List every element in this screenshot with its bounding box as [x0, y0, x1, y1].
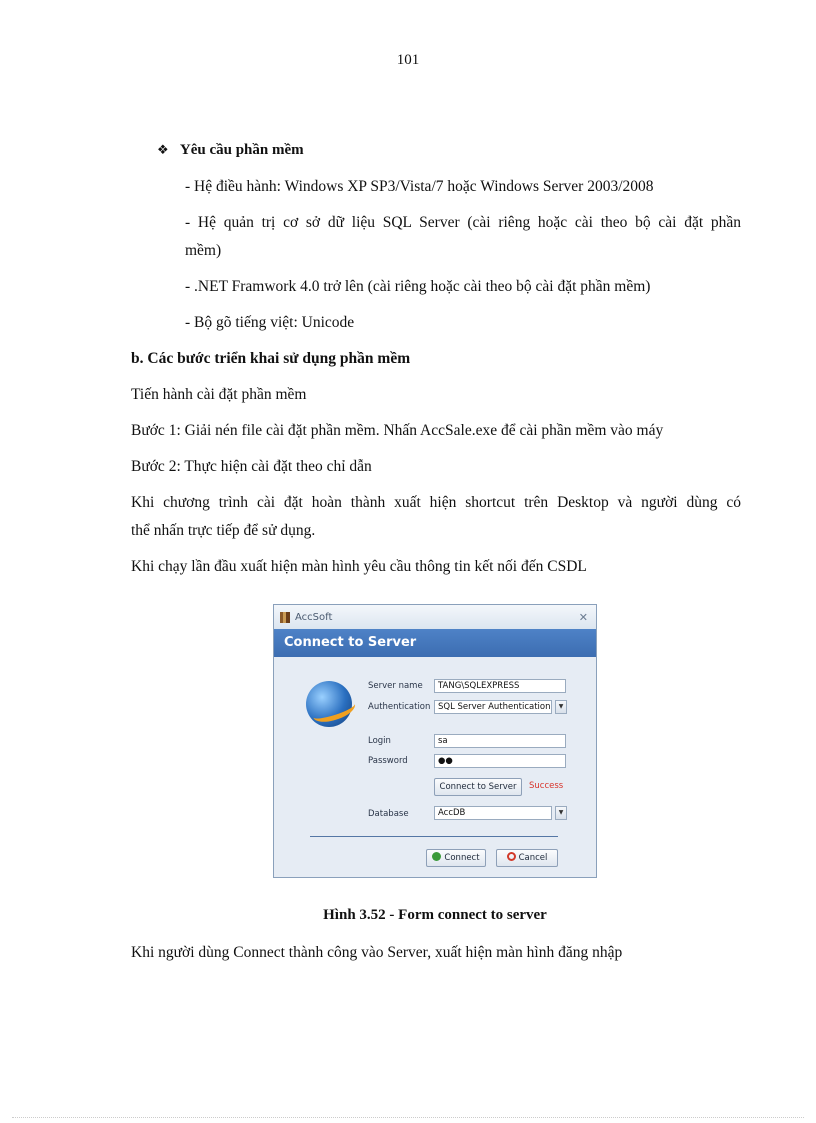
server-name-input[interactable]: TANG\SQLEXPRESS [434, 679, 566, 693]
section-b-heading: b. Các bước triển khai sử dụng phần mềm [131, 350, 411, 367]
password-input[interactable]: ●● [434, 754, 566, 768]
ok-icon [432, 852, 441, 861]
closing-line: Khi người dùng Connect thành công vào Server, xuất hiện màn hình đăng nhập [131, 944, 623, 961]
close-icon[interactable]: ✕ [578, 610, 588, 624]
password-label: Password [368, 756, 408, 766]
requirement-os: - Hệ điều hành: Windows XP SP3/Vista/7 hoặc Windows Server 2003/2008 [185, 178, 654, 195]
connect-button[interactable] [426, 849, 486, 867]
connection-status: Success [529, 781, 564, 791]
requirement-dotnet: - .NET Framwork 4.0 trở lên (cài riêng hoặc cài theo bộ cài đặt phần mềm) [185, 278, 651, 295]
login-label: Login [368, 736, 391, 746]
dialog-separator [310, 836, 558, 837]
page-number: 101 [396, 52, 420, 68]
install-complete-line-cont: thể nhấn trực tiếp để sử dụng. [131, 522, 316, 539]
requirements-heading-text: Yêu cầu phần mềm [179, 142, 304, 158]
database-dropdown-icon[interactable]: ▼ [555, 806, 567, 820]
connect-to-server-button[interactable]: Connect to Server [434, 778, 522, 796]
authentication-label: Authentication [368, 702, 431, 712]
install-step-1: Bước 1: Giải nén file cài đặt phần mềm. Nhấn AccSale.exe để cài phần mềm vào máy [131, 422, 664, 439]
authentication-dropdown-icon[interactable]: ▼ [555, 700, 567, 714]
footer-rule [12, 1117, 804, 1118]
app-icon [280, 612, 290, 623]
dialog-header: Connect to Server [274, 629, 596, 657]
dialog-window-title: AccSoft [295, 611, 333, 623]
install-intro: Tiến hành cài đặt phần mềm [131, 386, 307, 403]
first-run-line: Khi chạy lần đầu xuất hiện màn hình yêu cầu thông tin kết nối đến CSDL [131, 558, 587, 575]
cancel-button[interactable] [496, 849, 558, 867]
database-label: Database [368, 809, 409, 819]
login-input[interactable]: sa [434, 734, 566, 748]
requirement-vietnamese-input: - Bộ gõ tiếng việt: Unicode [185, 314, 355, 331]
diamond-bullet-icon: ❖ [157, 142, 169, 157]
cancel-button-label: Cancel [518, 853, 548, 863]
cancel-icon [507, 852, 516, 861]
install-step-2: Bước 2: Thực hiện cài đặt theo chỉ dẫn [131, 458, 372, 475]
connect-button-label: Connect [444, 853, 480, 863]
figure-caption: Hình 3.52 - Form connect to server [323, 907, 547, 923]
requirement-sql-server: - Hệ quản trị cơ sở dữ liệu SQL Server (cài riêng hoặc cài theo bộ cài đặt phần [185, 214, 741, 231]
install-complete-line: Khi chương trình cài đặt hoàn thành xuất hiện shortcut trên Desktop và người dùng có [131, 494, 741, 511]
authentication-select[interactable]: SQL Server Authentication [434, 700, 552, 714]
server-name-label: Server name [368, 681, 423, 691]
requirement-sql-server-cont: mềm) [185, 242, 222, 259]
dialog-titlebar [274, 605, 596, 629]
requirements-heading [157, 142, 304, 159]
connect-to-server-dialog [273, 604, 597, 878]
database-select[interactable]: AccDB [434, 806, 552, 820]
